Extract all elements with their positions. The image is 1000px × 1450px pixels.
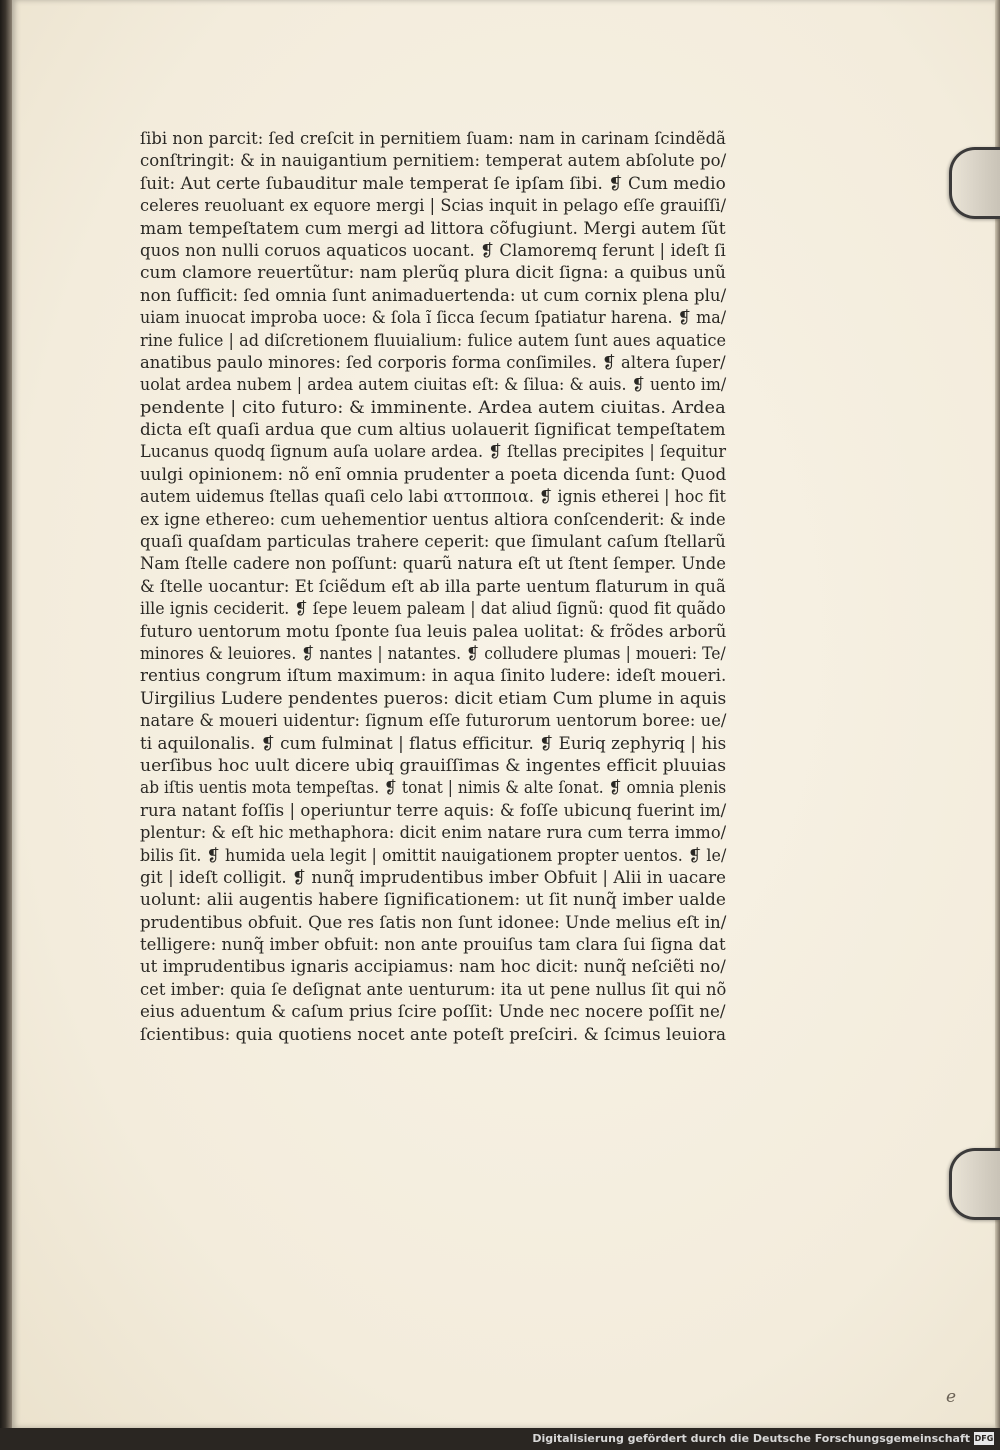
book-binding-edge: [0, 0, 12, 1450]
text-line: uulgi opinionem: nõ enĩ omnia prudenter a poeta dicenda ſunt: Quod: [140, 464, 727, 484]
text-line: conſtringit: & in nauigantium pernitiem: temperat autem abſolute po/: [140, 151, 727, 171]
dfg-logo-icon: DFG: [974, 1434, 994, 1443]
text-line: ſuit: Aut certe ſubauditur male temperat ſe ipſam ſibi. ❡ Cum medio: [140, 173, 726, 193]
text-line: git | ideſt colligit. ❡ nunq̃ imprudentibus imber Obfuit | Alii in uacare: [140, 867, 727, 887]
text-line: natare & moueri uidentur: ſignum eſſe futurorum uentorum boree: ue/: [140, 711, 727, 731]
text-line: rentius congrum iſtum maximum: in aqua ſinito ludere: ideſt moueri.: [140, 666, 727, 686]
commentary-text-block: [140, 128, 726, 1046]
text-line: eius aduentum & caſum prius ſcire poſſit: Unde nec nocere poſſit ne/: [140, 1002, 726, 1022]
text-line: mam tempeſtatem cum mergi ad littora cõfugiunt. Mergi autem ſũt: [140, 218, 726, 238]
text-line: ille ignis ceciderit. ❡ ſepe leuem paleam | dat aliud ſignũ: quod fit quãdo: [140, 599, 726, 619]
text-line: anatibus paulo minores: ſed corporis forma conſimiles. ❡ altera ſuper/: [140, 352, 726, 372]
funding-credit: Digitalisierung gefördert durch die Deutsche Forschungsgemeinschaft: [532, 1432, 970, 1445]
text-line: cet imber: quia ſe deſignat ante uenturum: ita ut pene nullus ſit qui nõ: [140, 979, 727, 999]
text-line: rura natant foſſis | operiuntur terre aquis: & foſſe ubicunq fuerint im/: [140, 800, 727, 820]
text-line: Lucanus quodq ſignum auſa uolare ardea. ❡ ſtellas precipites | ſequitur: [140, 442, 727, 462]
text-line: ex igne ethereo: cum uehementior uentus altiora conſcenderit: & inde: [140, 509, 726, 529]
text-line: prudentibus obfuit. Que res ſatis non ſunt idonee: Unde melius eſt in/: [140, 912, 727, 932]
text-line: ti aquilonalis. ❡ cum fulminat | flatus efficitur. ❡ Euriq zephyriq | his: [140, 733, 727, 753]
text-line: autem uidemus ſtellas quaſi celo labi αττοππoια. ❡ ignis etherei | hoc fit: [140, 487, 726, 507]
text-line: telligere: nunq̃ imber obfuit: non ante prouiſus tam clara ſui ſigna dat: [140, 935, 726, 955]
text-line: quos non nulli coruos aquaticos uocant. ❡ Clamoremq ferunt | ideſt ſi: [140, 240, 726, 260]
text-line: ut imprudentibus ignaris accipiamus: nam hoc dicit: nunq̃ neſciẽti no/: [140, 957, 726, 977]
text-line: quaſi quaſdam particulas trahere ceperit: que ſimulant caſum ſtellarũ: [140, 532, 726, 552]
text-line: futuro uentorum motu ſponte ſua leuis palea uolitat: & frõdes arborũ: [140, 621, 727, 641]
text-line: uolat ardea nubem | ardea autem ciuitas eſt: & ſilua: & auis. ❡ uento im/: [140, 375, 727, 395]
text-line: ſibi non parcit: ſed creſcit in pernitiem ſuam: nam in carinam ſcindẽdã: [140, 129, 726, 148]
text-line: uolunt: alii augentis habere ſignificationem: ut ſit nunq̃ imber ualde: [140, 890, 726, 910]
text-line: pendente | cito futuro: & imminente. Ardea autem ciuitas. Ardea: [140, 397, 726, 417]
text-line: bilis ſit. ❡ humida uela legit | omittit nauigationem propter uentos. ❡ le/: [140, 845, 727, 865]
text-line: ſcientibus: quia quotiens nocet ante poteſt preſciri. & ſcimus leuiora: [140, 1024, 727, 1044]
page-clip-top: [949, 147, 1000, 219]
text-line: Uirgilius Ludere pendentes pueros: dicit etiam Cum plume in aquis: [140, 688, 727, 708]
digitization-footer: [0, 1428, 1000, 1450]
text-line: rine fulice | ad diſcretionem fluuialium: fulice autem ſunt aues aquatice: [140, 330, 727, 350]
text-line: minores & leuiores. ❡ nantes | natantes. ❡ colludere plumas | moueri: Te/: [140, 643, 726, 663]
text-line: plentur: & eſt hic methaphora: dicit enim natare rura cum terra immo/: [140, 823, 727, 843]
text-line: ab iſtis uentis mota tempeſtas. ❡ tonat | nimis & alte ſonat. ❡ omnia plenis: [140, 778, 727, 798]
text-line: dicta eſt quaſi ardua que cum altius uolauerit ſignificat tempeſtatem: [140, 420, 726, 440]
text-line: & ſtelle uocantur: Et ſciẽdum eſt ab illa parte uentum flaturum in quã: [140, 576, 726, 596]
text-line: Nam ſtelle cadere non poſſunt: quarũ natura eſt ut ſtent ſemper. Unde: [140, 554, 727, 574]
text-line: non ſufficit: ſed omnia ſunt animaduertenda: ut cum cornix plena plu/: [140, 285, 727, 305]
page-clip-bottom: [949, 1148, 1000, 1220]
text-line: celeres reuoluant ex equore mergi | Scias inquit in pelago eſſe grauiſſi/: [140, 196, 727, 216]
text-line: cum clamore reuertũtur: nam plerũq plura dicit ſigna: a quibus unũ: [140, 263, 726, 283]
text-line: uiam inuocat improba uoce: & ſola ĩ ſicca ſecum ſpatiatur harena. ❡ ma/: [140, 308, 727, 328]
text-line: uerſibus hoc uult dicere ubiq grauiſſimas & ingentes efficit pluuias: [140, 755, 727, 775]
signature-mark: e: [946, 1387, 957, 1407]
